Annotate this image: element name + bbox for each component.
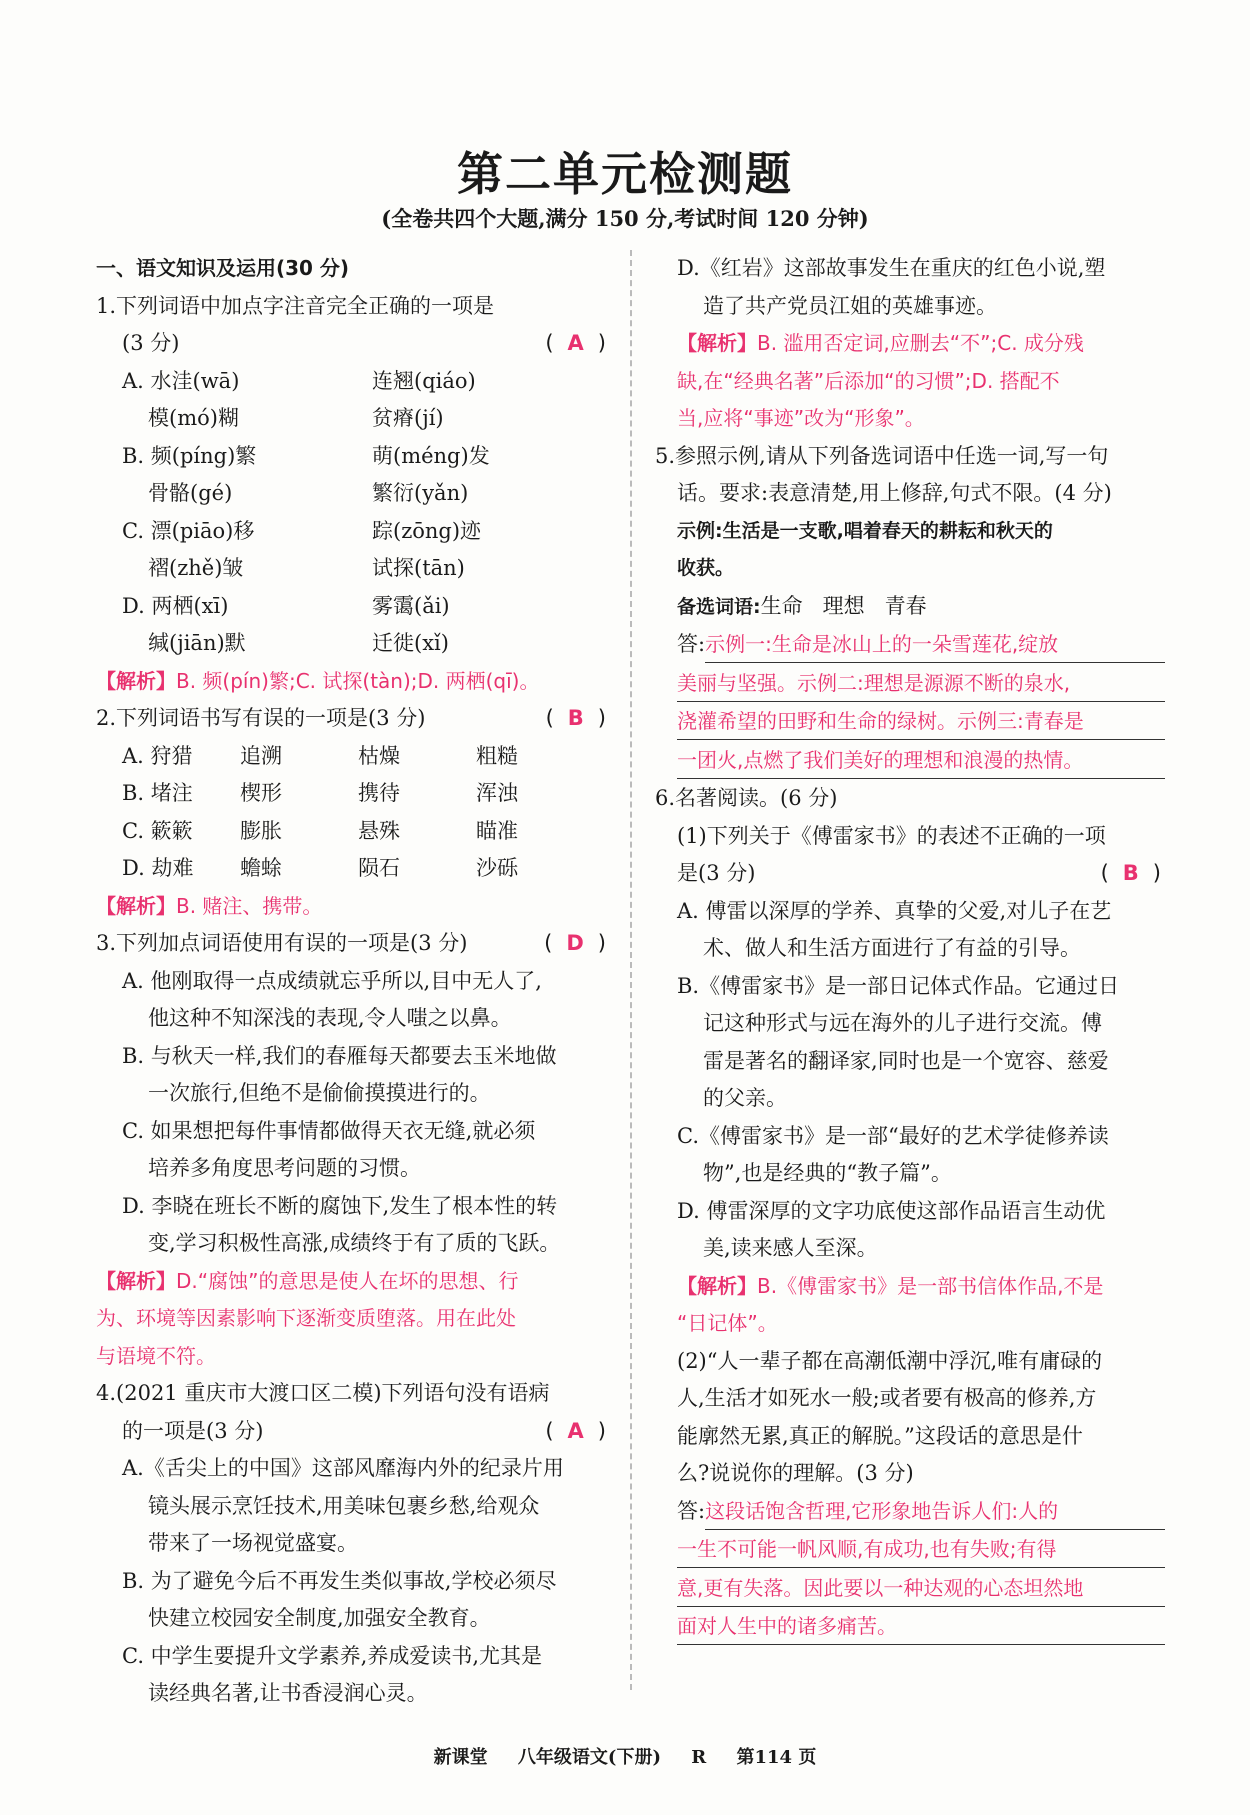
option-row: A. 水洼(wā) 连翘(qiáo) — [122, 368, 476, 393]
question-stem: 的一项是(3 分) — [122, 1418, 264, 1443]
question-stem: (2)“人一辈子都在高潮低潮中浮沉,唯有庸碌的 — [677, 1348, 1103, 1373]
page-footer — [0, 1743, 1250, 1769]
analysis: 与语境不符。 — [96, 1343, 216, 1368]
question-1 — [96, 288, 610, 701]
answer-line: 意,更有失落。因此要以一种达观的心态坦然地 — [677, 1570, 1165, 1607]
option-text: C. 中学生要提升文学素养,养成爱读书,尤其是 — [122, 1643, 543, 1668]
option-text: 读经典名著,让书香浸润心灵。 — [148, 1681, 428, 1705]
question-stem: 5.参照示例,请从下列备选词语中任选一词,写一句 — [655, 443, 1109, 468]
question-stem: 能廓然无累,真正的解脱。”这段话的意思是什 — [677, 1423, 1083, 1448]
right-column — [655, 250, 1165, 1647]
option-row: D. 两栖(xī) 雾霭(ǎi) — [122, 593, 450, 618]
analysis: “日记体”。 — [677, 1311, 778, 1335]
option-text: 变,学习积极性高涨,成绩终于有了质的飞跃。 — [148, 1231, 561, 1255]
analysis: 为、环境等因素影响下逐渐变质堕落。用在此处 — [96, 1306, 516, 1330]
section-heading: 一、语文知识及运用(30 分) — [96, 256, 350, 280]
exam-info: (全卷共四个大题,满分 150 分,考试时间 120 分钟) — [381, 206, 869, 231]
example: 示例:生活是一支歌,唱着春天的耕耘和秋天的 — [677, 519, 1053, 542]
answer-area: 答: 示例一:生命是冰山上的一朵雪莲花,绽放 — [677, 626, 1165, 665]
question-score: (3 分) — [122, 331, 180, 355]
option-row: B. 堵注 楔形 携待 浑浊 — [122, 781, 518, 805]
page-title: 第二单元检测题 — [457, 147, 793, 201]
question-stem: 么?说说你的理解。(3 分) — [677, 1461, 914, 1485]
answer-line: 一团火,点燃了我们美好的理想和浪漫的热情。 — [677, 742, 1165, 779]
option-row: C. 漂(piāo)移 踪(zōng)迹 — [122, 518, 482, 543]
option-text: 造了共产党员江姐的英雄事迹。 — [703, 293, 997, 318]
option-row: B. 频(píng)繁 萌(méng)发 — [122, 443, 490, 468]
option-text: A.《舌尖上的中国》这部风靡海内外的纪录片用 — [122, 1456, 564, 1480]
footer-edition: R — [691, 1747, 707, 1768]
answer-line: 示例一:生命是冰山上的一朵雪莲花,绽放 — [705, 626, 1165, 663]
answer-letter: B — [1122, 861, 1139, 885]
option-text: 带来了一场视觉盛宴。 — [148, 1531, 358, 1555]
option-row: 缄(jiān)默 迁徙(xǐ) — [148, 631, 449, 655]
option-row: C. 簌簌 膨胀 悬殊 瞄准 — [122, 818, 518, 843]
question-6 — [655, 780, 1165, 1645]
answer-box: ( A ) — [545, 1418, 606, 1443]
option-text: C. 如果想把每件事情都做得天衣无缝,就必须 — [122, 1118, 536, 1143]
question-3 — [96, 925, 610, 1375]
answer-line: 美丽与坚强。示例二:理想是源源不断的泉水, — [677, 665, 1165, 702]
answer-box: ( B ) — [1100, 861, 1161, 885]
option-row: 骨骼(gé) 繁衍(yǎn) — [148, 481, 469, 505]
answer-line: 浇灌希望的田野和生命的绿树。示例三:青春是 — [677, 703, 1165, 740]
option-text: C.《傅雷家书》是一部“最好的艺术学徒修养读 — [677, 1123, 1109, 1148]
option-text: 美,读来感人至深。 — [703, 1236, 878, 1260]
option-row: D. 劫难 蟾蜍 陨石 沙砾 — [122, 856, 518, 880]
left-column — [96, 250, 610, 1713]
answer-area: 答: 这段话饱含哲理,它形象地告诉人们:人的 — [677, 1493, 1165, 1532]
option-text: A. 傅雷以深厚的学养、真挚的父爱,对儿子在艺 — [677, 898, 1112, 923]
option-text: 培养多角度思考问题的习惯。 — [148, 1156, 421, 1180]
option-text: 快建立校园安全制度,加强安全教育。 — [148, 1606, 491, 1630]
question-4 — [96, 1375, 610, 1713]
option-text: 镜头展示烹饪技术,用美味包裹乡愁,给观众 — [148, 1493, 540, 1518]
option-text: B.《傅雷家书》是一部日记体式作品。它通过日 — [677, 973, 1120, 998]
option-row: A. 狩猎 追溯 枯燥 粗糙 — [122, 743, 518, 768]
question-stem: (1)下列关于《傅雷家书》的表述不正确的一项 — [677, 823, 1106, 848]
option-row: 模(mó)糊 贫瘠(jí) — [148, 406, 444, 430]
option-text: 一次旅行,但绝不是偷偷摸摸进行的。 — [148, 1081, 491, 1105]
option-text: 物”,也是经典的“教子篇”。 — [703, 1161, 952, 1185]
option-row: 褶(zhě)皱 试探(tān) — [148, 556, 465, 580]
analysis: 【解析】B. 滥用否定词,应删去“不”;C. 成分残 — [677, 331, 1084, 355]
answer-box: ( D ) — [544, 931, 606, 955]
analysis: 【解析】D.“腐蚀”的意思是使人在坏的思想、行 — [96, 1268, 519, 1293]
option-text: D. 傅雷深厚的文字功底使这部作品语言生动优 — [677, 1198, 1106, 1223]
options: 备选词语:生命 理想 青春 — [677, 593, 927, 618]
footer-brand: 新课堂 — [433, 1747, 488, 1768]
option-text: 术、做人和生活方面进行了有益的引导。 — [703, 936, 1081, 960]
answer-letter: B — [567, 706, 584, 730]
example: 收获。 — [677, 557, 735, 579]
question-stem: 人,生活才如死水一般;或者要有极高的修养,方 — [677, 1386, 1097, 1410]
analysis: 缺,在“经典名著”后添加“的习惯”;D. 搭配不 — [677, 368, 1060, 393]
answer-line: 这段话饱含哲理,它形象地告诉人们:人的 — [705, 1493, 1165, 1530]
column-divider — [630, 250, 632, 1690]
footer-book: 八年级语文(下册) — [517, 1747, 661, 1768]
option-text: B. 为了避免今后不再发生类似事故,学校必须尽 — [122, 1568, 557, 1593]
page-number: 第114 页 — [736, 1747, 817, 1768]
question-5 — [655, 438, 1165, 779]
answer-letter: A — [567, 1418, 584, 1443]
analysis: 当,应将“事迹”改为“形象”。 — [677, 406, 925, 430]
option-text: B. 与秋天一样,我们的春雁每天都要去玉米地做 — [122, 1043, 557, 1068]
answer-line: 一生不可能一帆风顺,有成功,也有失败;有得 — [677, 1531, 1165, 1568]
question-stem: 6.名著阅读。(6 分) — [655, 786, 838, 810]
option-text: D. 李晓在班长不断的腐蚀下,发生了根本性的转 — [122, 1193, 558, 1218]
analysis: 【解析】B. 赌注、携带。 — [96, 893, 323, 918]
option-text: D.《红岩》这部故事发生在重庆的红色小说,塑 — [677, 256, 1106, 280]
analysis: 【解析】B. 频(pín)繁;C. 试探(tàn);D. 两栖(qī)。 — [96, 668, 540, 693]
answer-letter: A — [567, 331, 584, 355]
question-stem: 4.(2021 重庆市大渡口区二模)下列语句没有语病 — [96, 1381, 550, 1405]
answer-box: ( A ) — [545, 331, 606, 355]
question-stem: 1.下列词语中加点字注音完全正确的一项是 — [96, 293, 495, 318]
analysis: 【解析】B.《傅雷家书》是一部书信体作品,不是 — [677, 1273, 1104, 1298]
question-2 — [96, 700, 610, 925]
answer-line: 面对人生中的诸多痛苦。 — [677, 1608, 1165, 1645]
option-text: 的父亲。 — [703, 1086, 787, 1110]
answer-box: ( B ) — [545, 706, 606, 730]
question-stem: 3.下列加点词语使用有误的一项是(3 分) — [96, 931, 468, 955]
answer-letter: D — [566, 931, 584, 955]
option-text: 他这种不知深浅的表现,令人嗤之以鼻。 — [148, 1006, 512, 1030]
question-stem: 话。要求:表意清楚,用上修辞,句式不限。(4 分) — [677, 481, 1112, 505]
option-text: 记这种形式与远在海外的儿子进行交流。傅 — [703, 1011, 1102, 1035]
question-stem: 是(3 分) — [677, 861, 756, 885]
option-text: A. 他刚取得一点成绩就忘乎所以,目中无人了, — [122, 968, 542, 993]
option-text: 雷是著名的翻译家,同时也是一个宽容、慈爱 — [703, 1048, 1109, 1073]
question-stem: 2.下列词语书写有误的一项是(3 分) — [96, 706, 426, 730]
